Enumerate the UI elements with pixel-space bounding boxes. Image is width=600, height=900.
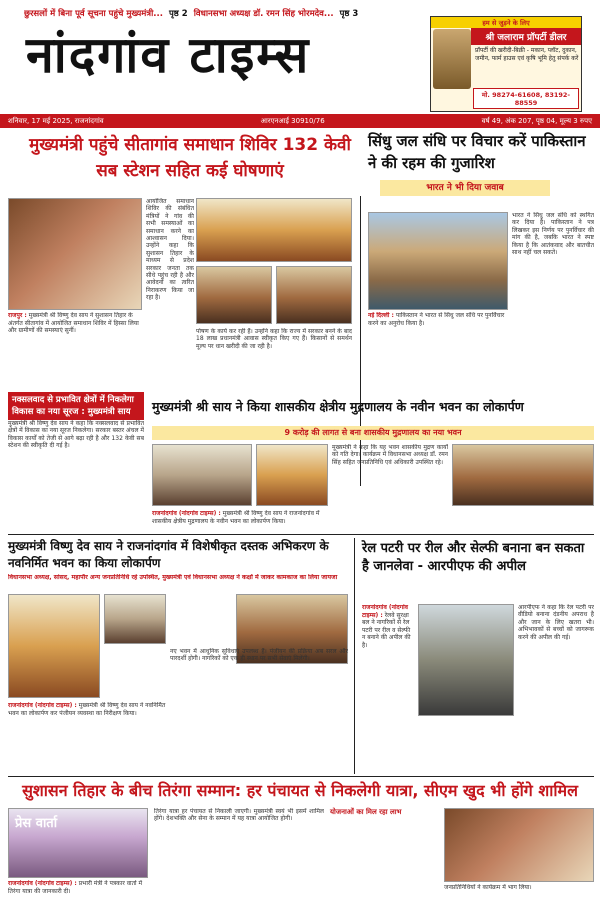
lead-photo-cm	[8, 198, 142, 310]
bottom-photo-officials	[444, 808, 594, 882]
registry-headline[interactable]: मुख्यमंत्री विष्णु देव साय ने राजनांदगांव में विशेषीकृत दस्तक अभिकरण के नवनिर्मित भवन का किया लोकार्पण	[8, 539, 329, 570]
office-caption-tag: राजनांदगांव (नांदगांव टाइम्स) :	[152, 510, 221, 517]
dateline-issue: वर्ष 49, अंक 207, पृष्ठ 04, मूल्य 3 रुपए	[481, 116, 592, 125]
rail-headline[interactable]: रेल पटरी पर रील और सेल्फी बनाना बन सकता है जानलेवा - आरपीएफ की अपील	[362, 541, 585, 574]
bottom-caption	[8, 880, 148, 898]
bottom-column: तिरंगा यात्रा हर पंचायत से निकाली जाएगी। मुख्यमंत्री स्वयं भी इसमें शामिल होंगे। देशभक्ति और सेना के सम्मान में यह यात्रा आयोजित होगी।	[154, 808, 324, 823]
rail-caption-tag: राजनांदगांव (नांदगांव टाइम्स) :	[362, 604, 408, 619]
lead-caption-tag: राजपुर :	[8, 312, 27, 319]
bottom-photo-press	[8, 808, 148, 878]
office-caption	[152, 510, 328, 530]
registry-caption-text: मुख्यमंत्री श्री विष्णु देव साय ने नवनिर्मित भवन का लोकार्पण कर पंजीयन व्यवस्था का निरीक्षण किया।	[8, 702, 166, 717]
office-column: मुख्यमंत्री ने कहा कि यह भवन शासकीय मुद्रण कार्यों को गति देगा। कार्यक्रम में विधानसभा अध्यक्ष डॉ. रमन सिंह सहित जनप्रतिनिधि एवं अधिकारी उपस्थित रहे।	[332, 444, 448, 466]
lead-photo-crowd-1	[196, 266, 272, 324]
lead-column-1: आयोजित समाधान शिविर की संबंधित मंत्रियों ने गांव की सभी समस्याओं का समाधान करने का आश्वासन दिया। उन्होंने कहा कि सुशासन तिहार के माध्यम से प्रदेश सरकार जनता तक सीधे पहुंच रही है और आवेदनों का त्वरित निराकरण किया जा रहा है।	[146, 198, 194, 302]
advert-phone: मो. 98274-61608, 83192-88559	[473, 88, 579, 109]
dateline-day: शनिवार, 17 मई 2025, राजनांदगांव	[8, 116, 104, 125]
advert-portrait	[433, 29, 471, 89]
section-rule	[8, 534, 594, 535]
lead-headline[interactable]: मुख्यमंत्री पहुंचे सीतागांव समाधान शिविर 132 केवी सब स्टेशन सहित कई घोषणाएं	[29, 135, 351, 181]
lead-subhead[interactable]: नक्सलवाद से प्रभावित क्षेत्रों में निकलेगा विकास का नया सूरज : मुख्यमंत्री साय	[8, 392, 144, 420]
lead-caption	[8, 312, 142, 354]
sindhu-subhead: भारत ने भी दिया जवाब	[380, 180, 550, 196]
lead-photo-stage	[196, 198, 352, 262]
registry-column: नए भवन में आधुनिक सुविधाएं उपलब्ध हैं। पंजीयन की प्रक्रिया अब सरल और पारदर्शी होगी। नागरिकों को एक ही स्थान पर सभी सेवाएं मिलेंगी।	[170, 648, 348, 663]
registry-caption-tag: राजनांदगांव (नांदगांव टाइम्स) :	[8, 702, 77, 709]
office-headline[interactable]: मुख्यमंत्री श्री साय ने किया शासकीय क्षेत्रीय मुद्रणालय के नवीन भवन का लोकार्पण	[152, 399, 524, 414]
bottom-right-caption: जनप्रतिनिधियों ने कार्यक्रम में भाग लिया।	[444, 884, 532, 891]
teaser-bar	[24, 2, 492, 24]
advert-tag: हम से जुड़ने के लिए	[431, 17, 581, 28]
column-rule	[360, 196, 361, 486]
teaser-page-1: पृष्ठ 2	[168, 8, 188, 19]
section-rule-2	[8, 776, 594, 777]
rail-photo-train	[418, 604, 514, 716]
registry-photo-inspect	[104, 594, 166, 644]
advert-box[interactable]	[430, 16, 582, 112]
sindhu-caption	[368, 312, 508, 340]
sindhu-caption-tag: नई दिल्ली :	[368, 312, 394, 319]
bottom-right-head: योजनाओं का मिल रहा लाभ	[330, 808, 402, 816]
sindhu-caption-text: पाकिस्तान ने भारत से सिंधु जल संधि पर पुनर्विचार करने का अनुरोध किया है।	[368, 312, 505, 327]
lead-caption-text: मुख्यमंत्री श्री विष्णु देव साय ने सुशासन तिहार के अंतर्गत सीतागांव में आयोजित समाधान शिविर में हिस्सा लिया और ग्रामीणों की समस्याएं सुनीं।	[8, 312, 139, 335]
dateline-reg: आरएनआई 30910/76	[260, 116, 325, 125]
sindhu-headline[interactable]: सिंधु जल संधि पर विचार करें पाकिस्तान ने की रहम की गुजारिश	[368, 132, 586, 172]
office-photo-group	[452, 444, 594, 506]
rail-caption	[362, 604, 414, 722]
rail-column: आरपीएफ ने कहा कि रेल पटरी पर वीडियो बनाना दंडनीय अपराध है और जान के लिए खतरा भी। अभिभावकों से बच्चों को जागरूक करने की अपील की गई।	[518, 604, 594, 641]
dateline-bar	[0, 114, 600, 128]
lead-photo-crowd-2	[276, 266, 352, 324]
lead-column-2: पोषण के कार्य कर रही हैं। उन्होंने कहा कि राज्य में सरकार बनने के बाद 18 लाख प्रधानमंत्री आवास स्वीकृत किए गए हैं। किसानों से समर्थन मूल्य पर धान खरीदी की जा रही है।	[196, 328, 352, 350]
sindhu-column: भारत ने सिंधु जल संधि को स्थगित कर दिया है। पाकिस्तान ने पत्र लिखकर इस निर्णय पर पुनर्विचार की मांग की है, जबकि भारत ने स्पष्ट किया है कि आतंकवाद और बातचीत साथ नहीं चल सकते।	[512, 212, 594, 257]
press-label: प्रेस वार्ता	[15, 816, 58, 831]
office-photo-hall	[152, 444, 252, 506]
teaser-page-2: पृष्ठ 3	[339, 8, 359, 19]
registry-photo-ribbon	[8, 594, 100, 698]
bottom-caption-tag: राजनांदगांव (नांदगांव टाइम्स) :	[8, 880, 77, 887]
lead-subtext: मुख्यमंत्री श्री विष्णु देव साय ने कहा कि नक्सलवाद से प्रभावित क्षेत्रों में विकास का नया सूरज निकलेगा। सरकार बस्तर अंचल में विकास कार्यों को तेजी से आगे बढ़ा रही है और 132 केवी सब स्टेशन की स्वीकृति दी गई है।	[8, 420, 144, 450]
office-photo-ribbon	[256, 444, 328, 506]
column-rule-2	[354, 538, 355, 774]
registry-caption	[8, 702, 166, 736]
advert-text: प्रॉपर्टी की खरीदी-बिक्री - मकान, प्लॉट, दुकान, जमीन, फार्म हाउस एवं कृषि भूमि हेतु संपर्क करें	[475, 47, 579, 62]
bottom-caption-text: प्रभारी मंत्री ने पत्रकार वार्ता में तिरंगा यात्रा की जानकारी दी।	[8, 880, 143, 895]
registry-strip: विधानसभा अध्यक्ष, सांसद, महापौर अन्य जनप्रतिनिधि रहे उपस्थित, मुख्यमंत्री एवं विधानसभा अध्यक्ष ने कक्षों में जाकर कामकाज का लिया जायजा	[8, 574, 338, 581]
rail-caption-text: रेलवे सुरक्षा बल ने नागरिकों से रेल पटरी पर रील व सेल्फी न बनाने की अपील की है।	[362, 611, 411, 649]
advert-name: श्री जलाराम प्रॉपर्टी डीलर	[471, 28, 581, 45]
masthead-title: नांदगांव टाइम्स	[26, 25, 311, 84]
teaser-item-1[interactable]: छुरसलों में बिना पूर्व सूचना पहुंचे मुख्यमंत्री...	[24, 8, 163, 19]
office-strip: 9 करोड़ की लागत से बना शासकीय मुद्रणालय का नया भवन	[152, 426, 594, 440]
bottom-headline[interactable]: सुशासन तिहार के बीच तिरंगा सम्मान: हर पंचायत से निकलेगी यात्रा, सीएम खुद भी होंगे शामिल	[22, 781, 578, 800]
office-caption-text: मुख्यमंत्री श्री विष्णु देव साय ने राजनांदगांव में शासकीय क्षेत्रीय मुद्रणालय के नवीन भवन का लोकार्पण किया।	[152, 510, 320, 525]
teaser-item-2[interactable]: विधानसभा अध्यक्ष डॉ. रमन सिंह भोरमदेव...	[193, 8, 334, 19]
sindhu-photo-river	[368, 212, 508, 310]
